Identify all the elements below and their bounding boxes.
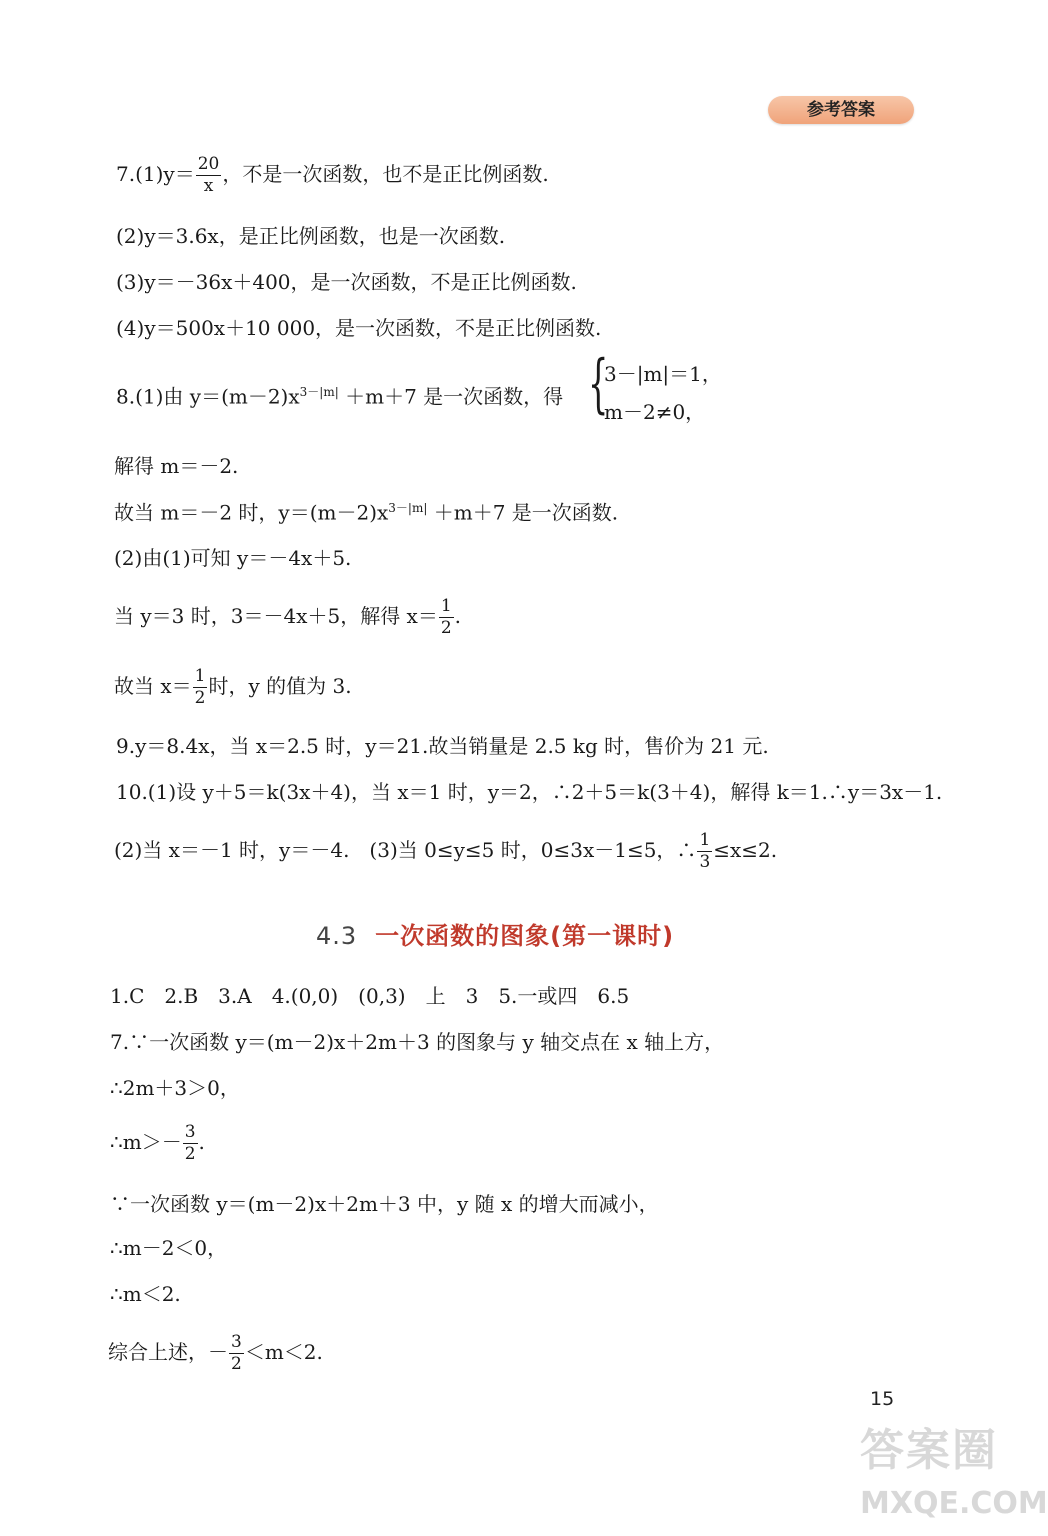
fraction-3-over-2: $\frac{3}{2}$	[231, 1332, 242, 1374]
q7-part2: (2)y＝3.6x，是正比例函数，也是一次函数.	[116, 224, 506, 248]
watermark-logo	[860, 1410, 1048, 1530]
s7-line4: ∵一次函数 y＝(m－2)x＋2m＋3 中，y 随 x 的增大而减小，	[110, 1192, 659, 1216]
fraction-1-over-2: $\frac{1}{2}$	[440, 596, 452, 638]
q8-line1: 8.(1)由 $y=(m-2)x^{3-|m|} +m+7$ 是一次函数，得	[116, 384, 564, 409]
q8-line4: (2)由(1)可知 y＝－4x＋5.	[114, 546, 352, 570]
fraction-1-over-3: $\frac{1}{3}$	[699, 830, 711, 872]
equation-system-brace: { 3－|m|＝1， m－2≠0，	[592, 364, 722, 422]
q9: 9.y＝8.4x，当 x＝2.5 时，y＝21.故当销量是 2.5 kg 时，售价为 21 元.	[116, 734, 769, 758]
q10-part1: 10.(1)设 y＋5＝k(3x＋4)，当 x＝1 时，y＝2，∴2＋5＝k(3＋4)，解得 k＝1.∴y＝3x－1.	[116, 780, 943, 804]
s7-line2: ∴2m＋3＞0，	[110, 1076, 240, 1100]
q7-part1: 7.(1)y＝ $\frac{20}{x}$ ，不是一次函数，也不是正比例函数.	[116, 154, 549, 196]
q8-line3: 故当 m＝－2 时，$y=(m-2)x^{3-|m|} +m+7$ 是一次函数.	[114, 500, 619, 525]
page-number: 15	[870, 1388, 895, 1410]
q8-line6: 故当 x＝ $\frac{1}{2}$ 时，y 的值为 3.	[114, 666, 352, 708]
multiple-choice-answers: 1.C 2.B 3.A 4.(0,0) (0,3) 上 3 5.一或四 6.5	[110, 984, 630, 1008]
q8-system	[588, 364, 722, 422]
s7-line5: ∴m－2＜0，	[110, 1236, 228, 1260]
watermark-logo-url: MXQE.COM	[860, 1486, 1048, 1521]
answer-key-badge: 参考答案	[768, 96, 914, 124]
s7-line3: ∴m＞－ $\frac{3}{2}$ .	[110, 1122, 205, 1164]
q7-part3: (3)y＝－36x＋400，是一次函数，不是正比例函数.	[116, 270, 577, 294]
fraction-1-over-2: $\frac{1}{2}$	[194, 666, 206, 708]
s7-line6: ∴m＜2.	[110, 1282, 181, 1306]
q7-part4: (4)y＝500x＋10 000，是一次函数，不是正比例函数.	[116, 316, 602, 340]
q8-line2: 解得 m＝－2.	[114, 454, 239, 478]
q8-line5: 当 y＝3 时，3＝－4x＋5，解得 x＝ $\frac{1}{2}$ .	[114, 596, 462, 638]
s7-line1: 7.∵一次函数 y＝(m－2)x＋2m＋3 的图象与 y 轴交点在 x 轴上方，	[110, 1030, 725, 1054]
fraction-20-over-x: $\frac{20}{x}$	[197, 154, 220, 196]
q10-part2: (2)当 x＝－1 时，y＝－4. (3)当 0≤y≤5 时，0≤3x－1≤5，∴ $\frac{1}{3}$ ≤x≤2.	[114, 830, 778, 872]
s7-line7: 综合上述，－ $\frac{3}{2}$ ＜m＜2.	[108, 1332, 323, 1374]
watermark-logo-text: 答案圈	[860, 1425, 998, 1476]
section-heading: 4.3 一次函数的图象(第一课时)	[316, 922, 675, 950]
fraction-3-over-2: $\frac{3}{2}$	[184, 1122, 196, 1164]
